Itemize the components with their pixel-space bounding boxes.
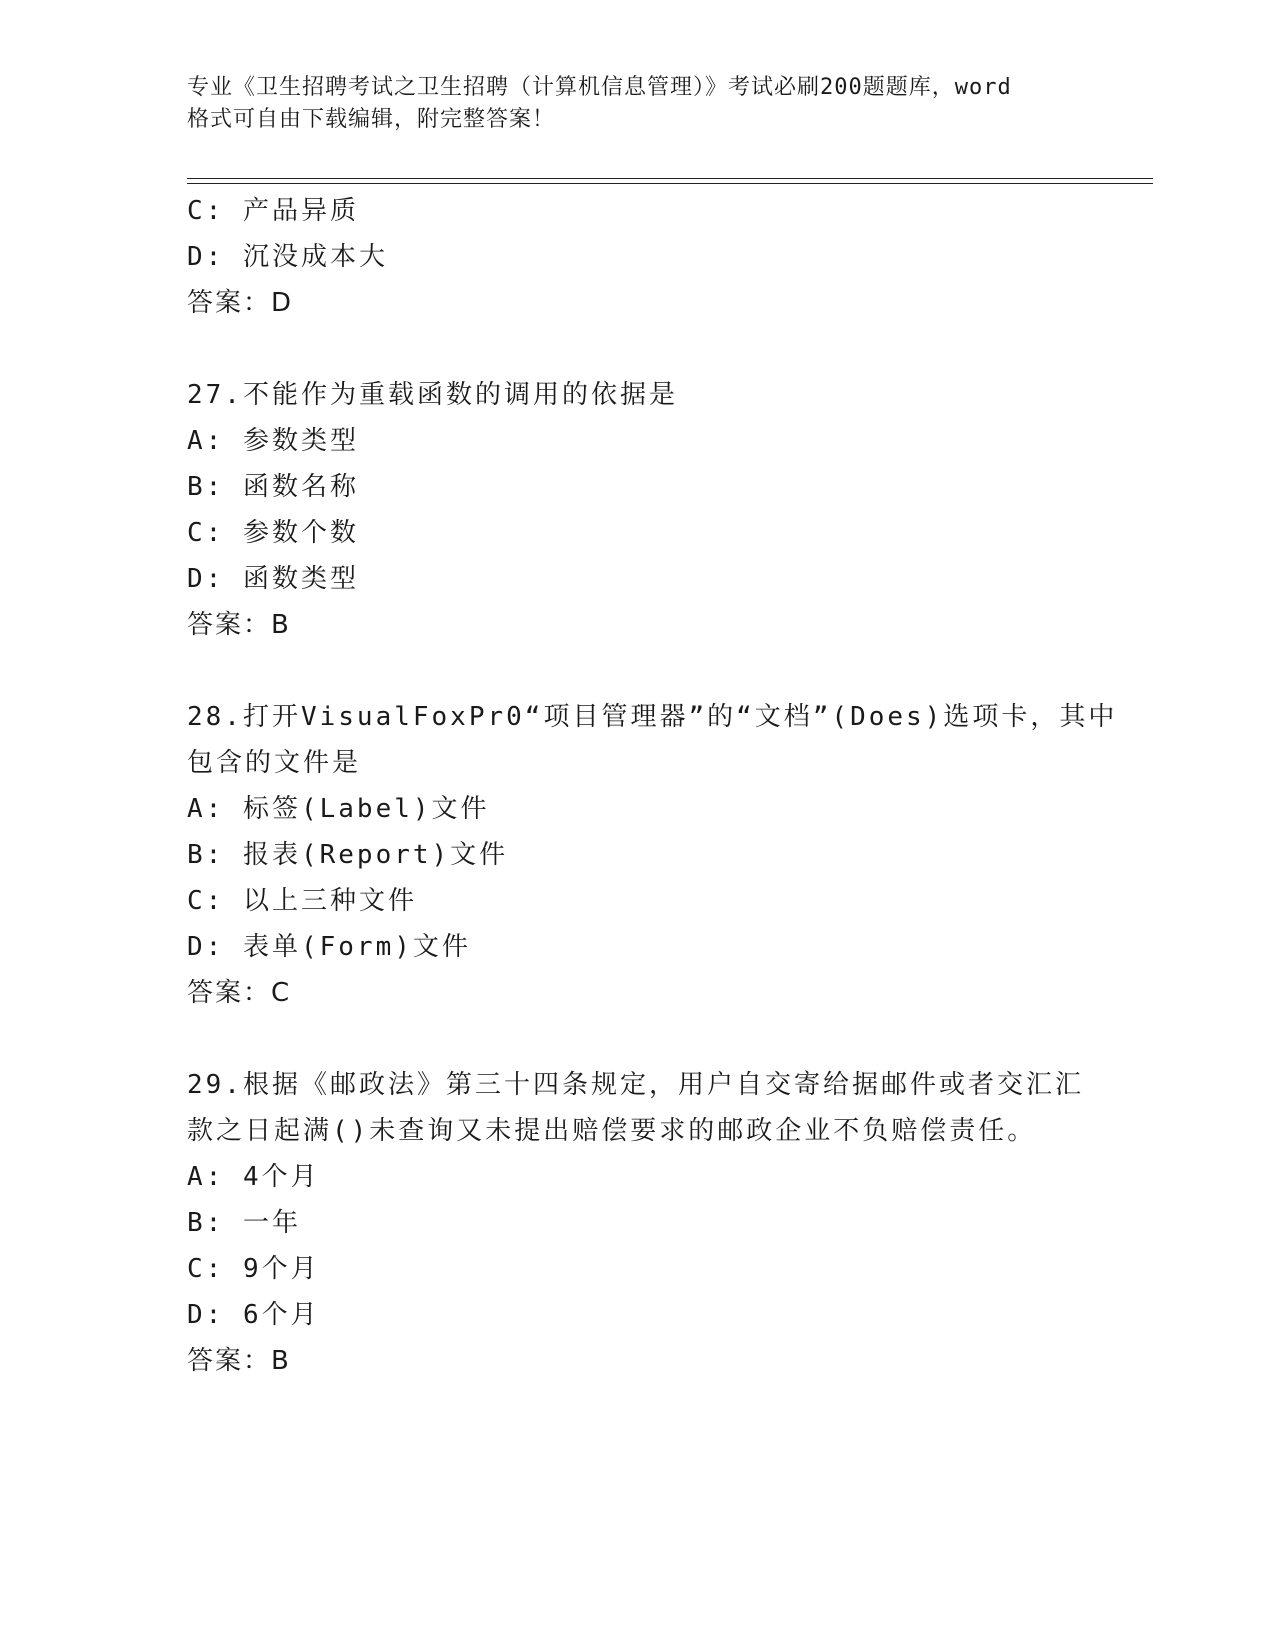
option-a: A: 标签(Label)文件: [187, 794, 490, 824]
answer: 答案：C: [187, 978, 292, 1008]
question-27: [187, 372, 1087, 648]
option-c: C: 产品异质: [187, 196, 359, 226]
option-c: C: 参数个数: [187, 518, 359, 548]
question-29: [187, 1062, 1087, 1384]
option-a: A: 参数类型: [187, 426, 359, 456]
question-26-continued: [187, 188, 1087, 326]
option-d: D: 表单(Form)文件: [187, 932, 471, 962]
question-28: [187, 694, 1118, 1016]
header-divider-bottom: [187, 183, 1153, 184]
document-body: [187, 188, 1118, 1384]
answer: 答案：B: [187, 1346, 291, 1376]
header-line-1: 专业《卫生招聘考试之卫生招聘（计算机信息管理）》考试必刷200题题库，word: [187, 75, 1012, 100]
question-text-line-1: 28.打开VisualFoxPr0“项目管理器”的“文档”(Does)选项卡，其中: [187, 702, 1118, 732]
answer: 答案：B: [187, 610, 291, 640]
option-c: C: 9个月: [187, 1254, 320, 1284]
spacer: [187, 326, 1087, 372]
spacer: [187, 648, 1087, 694]
option-b: B: 一年: [187, 1208, 301, 1238]
option-d: D: 沉没成本大: [187, 242, 388, 272]
option-c: C: 以上三种文件: [187, 886, 417, 916]
header-divider-top: [187, 178, 1153, 179]
question-text-line-2: 款之日起满()未查询又未提出赔偿要求的邮政企业不负赔偿责任。: [187, 1116, 1037, 1146]
spacer: [187, 1016, 1087, 1062]
question-text-line-1: 29.根据《邮政法》第三十四条规定，用户自交寄给据邮件或者交汇汇: [187, 1070, 1084, 1100]
document-header: [187, 72, 1087, 136]
question-text: 27.不能作为重载函数的调用的依据是: [187, 380, 678, 410]
option-b: B: 报表(Report)文件: [187, 840, 509, 870]
question-text-line-2: 包含的文件是: [187, 748, 362, 778]
answer: 答案：D: [187, 288, 294, 318]
header-line-2: 格式可自由下载编辑，附完整答案！: [187, 107, 556, 132]
option-a: A: 4个月: [187, 1162, 320, 1192]
option-b: B: 函数名称: [187, 472, 359, 502]
option-d: D: 6个月: [187, 1300, 320, 1330]
option-d: D: 函数类型: [187, 564, 359, 594]
